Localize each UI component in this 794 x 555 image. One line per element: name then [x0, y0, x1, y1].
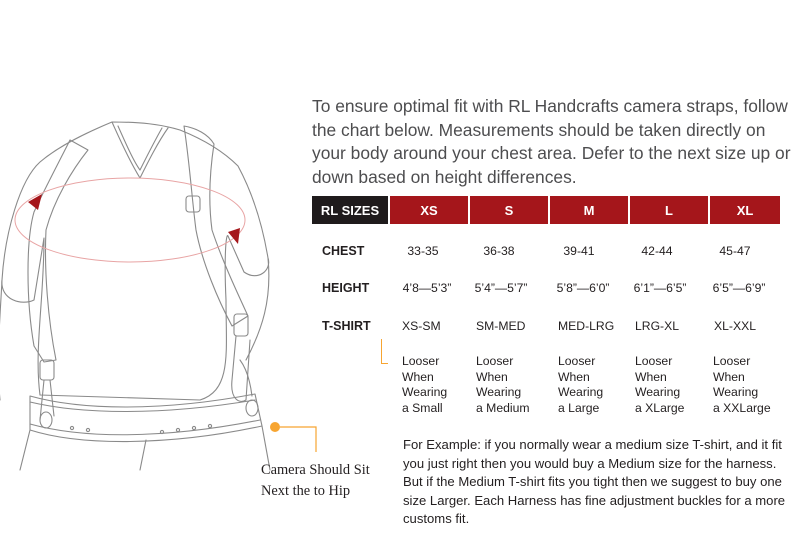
tshirt-bracket [381, 339, 388, 364]
height-value: 6’1”—6’5” [633, 281, 687, 295]
fit-note-line: a Medium [476, 400, 530, 415]
fit-note-line: Looser [558, 354, 596, 368]
size-chart [312, 196, 780, 415]
left-strap [28, 140, 88, 362]
fit-note-line: When [402, 369, 434, 384]
chest-value: 42-44 [641, 244, 673, 258]
size-chart-header-label: RL SIZES [312, 196, 388, 224]
fit-note-line: Looser [402, 354, 440, 368]
fit-note-line: a XXLarge [713, 400, 771, 415]
tshirt-value: XS-SM [402, 319, 441, 333]
tshirt-value: MED-LRG [558, 319, 615, 333]
size-chart-header [312, 196, 780, 224]
fit-note [402, 354, 478, 416]
height-value: 6’5”—6’9” [712, 281, 766, 295]
hip-callout-line [280, 427, 316, 452]
height-value: 5’4”—5’7” [474, 281, 528, 295]
size-header-xs: XS [388, 196, 468, 224]
fit-note-line: Wearing [402, 385, 448, 399]
tshirt-value: LRG-XL [635, 319, 680, 333]
chest-measure-arrow-icon-right [228, 228, 240, 244]
chest-value: 39-41 [563, 244, 595, 258]
hip-position-dot-icon [270, 422, 280, 432]
tshirt-value: SM-MED [476, 319, 526, 333]
fit-note-line: a Large [558, 400, 600, 415]
fit-note [635, 354, 711, 416]
fit-note-line: a Small [402, 400, 443, 415]
height-value: 5’8”—6’0” [556, 281, 610, 295]
chest-value: 33-35 [407, 244, 439, 258]
tshirt-value: XL-XXL [714, 319, 757, 333]
chest-row-label: CHEST [322, 244, 365, 258]
size-header-xl: XL [708, 196, 780, 224]
fit-note-line: When [558, 369, 590, 384]
fit-note-line: When [635, 369, 667, 384]
right-strap [184, 126, 248, 326]
fit-note-line: a XLarge [635, 400, 685, 415]
fit-note-line: Looser [635, 354, 673, 368]
intro-paragraph: To ensure optimal fit with RL Handcrafts camera straps, follow the chart below. Measurements should be taken directly on your body around your chest area. Defer to the next size up or down based on height differences. [312, 96, 791, 187]
fit-note-line: When [476, 369, 508, 384]
fit-note-line: Looser [713, 354, 751, 368]
chest-value: 36-38 [483, 244, 515, 258]
hip-callout-text [261, 460, 421, 502]
size-header-s: S [468, 196, 548, 224]
chest-value: 45-47 [719, 244, 751, 258]
size-header-m: M [548, 196, 628, 224]
fit-note-line: Wearing [635, 385, 681, 399]
height-row-label: HEIGHT [322, 281, 370, 295]
fit-note-line: Wearing [713, 385, 759, 399]
tshirt-row-label: T-SHIRT [322, 319, 371, 333]
size-header-l: L [628, 196, 708, 224]
hip-callout-line-2: Next the to Hip [261, 483, 351, 499]
example-paragraph: For Example: if you normally wear a medium size T-shirt, and it fit you just right then you would buy a Medium size for the harness. But if the Medium T-shirt fits you tight then we suggest to buy one size Larger. Each Harness has fine adjustment buckles for a more customs fit. [403, 437, 786, 527]
fit-note [558, 354, 634, 416]
fit-note-line: Wearing [558, 385, 604, 399]
fit-note-line: Looser [476, 354, 514, 368]
height-value: 4’8—5’3” [402, 281, 452, 295]
fit-note-line: When [713, 369, 745, 384]
fit-note-line: Wearing [476, 385, 522, 399]
fit-note [713, 354, 789, 416]
hip-callout-line-1: Camera Should Sit [261, 462, 370, 478]
fit-note [476, 354, 552, 416]
